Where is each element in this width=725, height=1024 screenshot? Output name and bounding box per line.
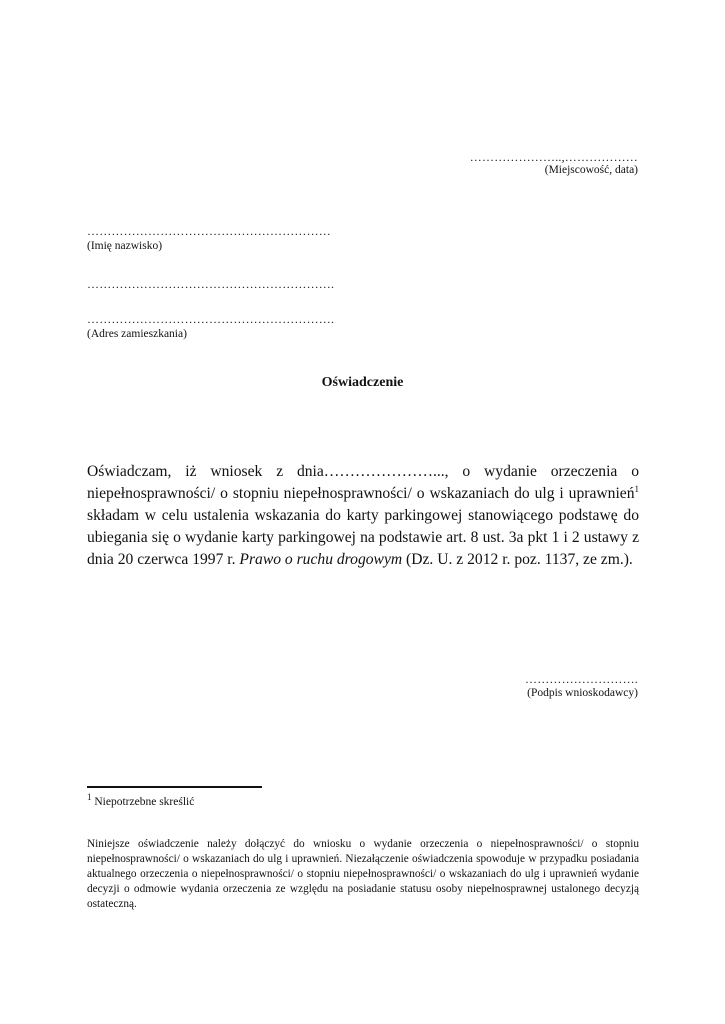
footnote-separator <box>87 786 262 788</box>
address-dots-2: ……………………………………………………. <box>87 312 335 326</box>
document-title: Oświadczenie <box>321 375 404 390</box>
statement-paragraph <box>87 461 639 571</box>
statement-part2: składam w celu ustalenia wskazania do karty parkingowej stanowiącego podstawę do ubiegania się o wydanie karty parkingowej na podstawie art. 8 ust. 3a pkt 1 i 2 ustawy z dnia 20 czerwca 1997 r. <box>87 507 639 568</box>
name-caption: (Imię nazwisko) <box>87 240 163 252</box>
address-caption: (Adres zamieszkania) <box>87 328 187 340</box>
signature-dots: ………………………. <box>525 672 638 686</box>
address-dots-1: ……………………………………………………. <box>87 277 335 291</box>
footnote-number: 1 <box>87 792 92 803</box>
statement-part3: (Dz. U. z 2012 r. poz. 1137, ze zm.). <box>402 551 633 568</box>
statement-part1: Oświadczam, iż wniosek z dnia…………………..., o wydanie orzeczenia o niepełnosprawności/ o stopniu niepełnosprawności/ o wskazaniach do ulg i uprawnień <box>87 463 639 502</box>
signature-caption: (Podpis wnioskodawcy) <box>527 687 638 699</box>
name-dots: …………………………………………………… <box>87 224 331 238</box>
notice-paragraph: Niniejsze oświadczenie należy dołączyć do wniosku o wydanie orzeczenia o niepełnosprawności/ o stopniu niepełnosprawności/ o wskazaniach do ulg i uprawnień. Niezałączenie oświadczenia spowoduje w przypadku posiadania aktualnego orzeczenia o niepełnosprawności/ o stopniu niepełnosprawności/ o wskazaniach do ulg i uprawnień wydanie decyzji o odmowie wydania orzeczenia ze względu na posiadanie statusu osoby niepełnosprawnej ustalonego decyzją ostateczną. <box>87 838 639 910</box>
place-date-caption: (Miejscowość, data) <box>544 164 638 176</box>
place-date-dots: …………………..,……………… <box>469 150 638 164</box>
statement-italic: Prawo o ruchu drogowym <box>239 551 403 568</box>
footnote-text: Niepotrzebne skreślić <box>91 796 195 808</box>
footnote-reference: 1 <box>634 483 639 494</box>
footnote <box>87 792 195 809</box>
